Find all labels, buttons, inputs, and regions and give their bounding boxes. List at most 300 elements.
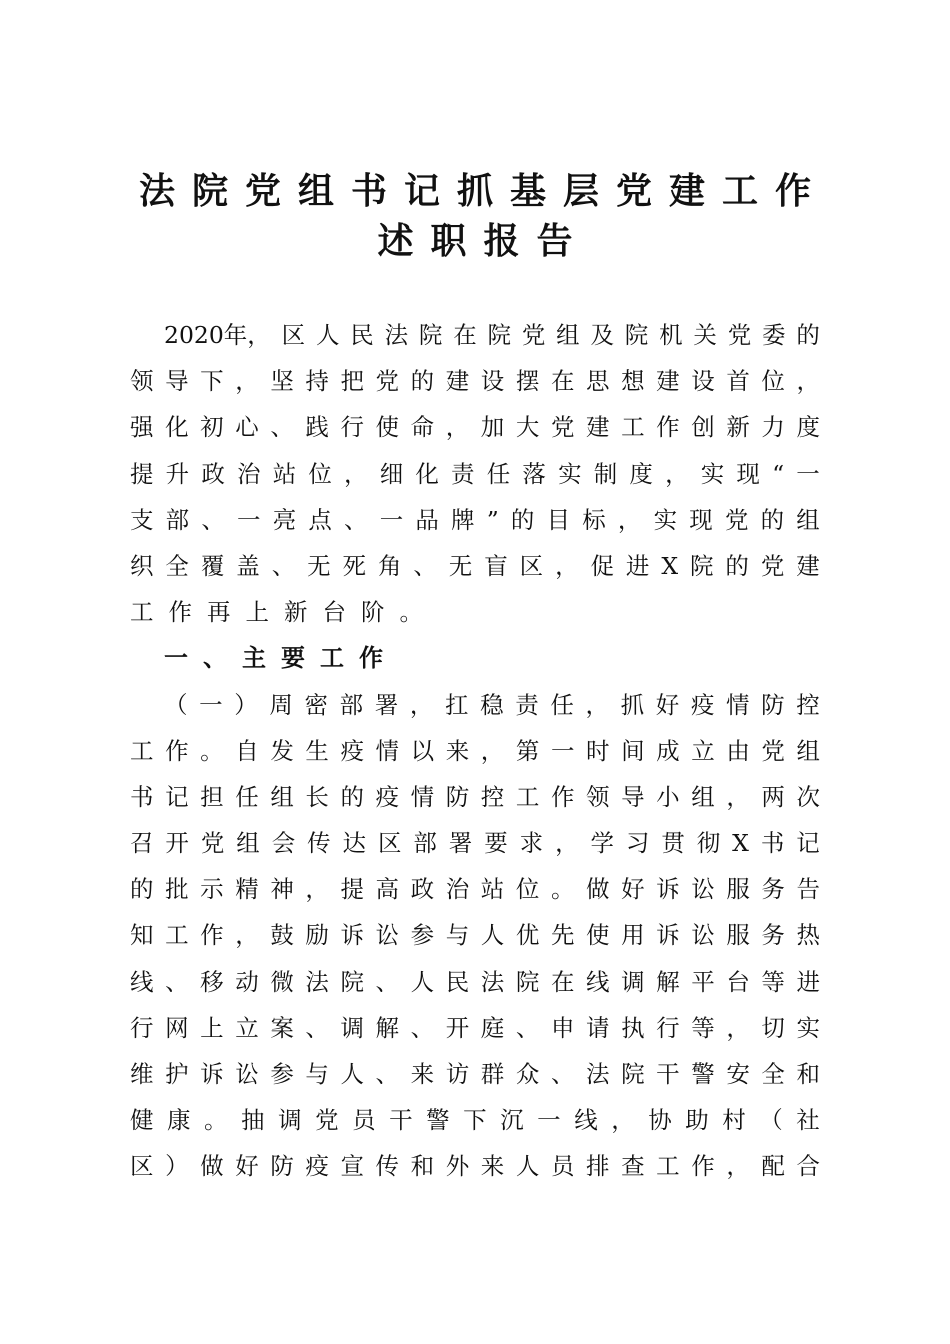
text-token: 促 bbox=[590, 551, 614, 580]
text-token: 实 bbox=[796, 1013, 820, 1042]
text-token: 党 bbox=[375, 367, 400, 396]
text-token: 新 bbox=[726, 413, 750, 442]
text-token: 现 bbox=[736, 459, 760, 488]
text-token: ， bbox=[665, 459, 689, 488]
paragraph-line bbox=[130, 589, 820, 635]
text-token: 申 bbox=[550, 1013, 575, 1042]
text-token: 健 bbox=[130, 1106, 154, 1135]
text-token: 、 bbox=[201, 505, 225, 534]
paragraph-line bbox=[130, 358, 820, 404]
text-token: 提 bbox=[340, 875, 364, 904]
text-token: 党 bbox=[724, 505, 749, 534]
text-token: 学 bbox=[590, 829, 614, 858]
text-token: 民 bbox=[445, 967, 470, 996]
text-token: 防 bbox=[445, 782, 470, 811]
text-token: 和 bbox=[796, 1060, 820, 1088]
text-token: 无 bbox=[307, 551, 331, 580]
text-token: 切 bbox=[761, 1013, 785, 1042]
text-token: 来 bbox=[445, 736, 470, 765]
text-token: 情 bbox=[375, 736, 400, 765]
text-token: ， bbox=[305, 875, 329, 904]
text-token: 一 bbox=[164, 644, 188, 673]
text-token: 部 bbox=[165, 505, 190, 534]
text-token: 配 bbox=[761, 1152, 785, 1181]
text-token: 众 bbox=[515, 1060, 540, 1088]
text-token: 解 bbox=[656, 967, 680, 996]
text-token: 。 bbox=[550, 875, 575, 904]
text-token: 沉 bbox=[500, 1106, 524, 1135]
text-token: 由 bbox=[726, 736, 750, 765]
text-token: 心 bbox=[235, 413, 259, 442]
text-token: ， bbox=[235, 367, 259, 396]
text-token: 大 bbox=[515, 413, 540, 442]
text-token: 用 bbox=[621, 921, 645, 950]
text-token: 度 bbox=[796, 413, 820, 442]
text-token: 与 bbox=[445, 921, 470, 950]
text-token: ， bbox=[585, 690, 609, 719]
text-token: 好 bbox=[235, 1152, 259, 1181]
text-token: ， bbox=[445, 413, 470, 442]
text-token: 任 bbox=[235, 782, 259, 811]
text-token: 参 bbox=[410, 921, 435, 950]
text-token: 部 bbox=[339, 690, 364, 719]
text-token: 现 bbox=[689, 505, 713, 534]
text-token: 支 bbox=[130, 505, 154, 534]
text-token: 组 bbox=[556, 321, 580, 349]
text-token: 线 bbox=[574, 1106, 598, 1135]
text-token: 导 bbox=[621, 782, 645, 811]
text-token: 法 bbox=[305, 967, 329, 996]
text-token: 诉 bbox=[656, 921, 680, 950]
text-token: 主 bbox=[242, 644, 266, 673]
text-token: 台 bbox=[322, 598, 346, 627]
text-token: 制 bbox=[593, 459, 618, 488]
text-token: 疫 bbox=[340, 736, 364, 765]
text-token: 讼 bbox=[691, 921, 715, 950]
text-token: 人 bbox=[410, 967, 435, 996]
text-token: （ bbox=[759, 1106, 783, 1135]
text-token: 合 bbox=[796, 1152, 820, 1181]
text-token: 书 bbox=[130, 782, 154, 811]
text-token: 在 bbox=[550, 367, 575, 396]
text-token: 进 bbox=[796, 967, 820, 996]
text-token: 警 bbox=[426, 1106, 450, 1135]
text-token: 组 bbox=[796, 736, 820, 765]
text-token: 习 bbox=[625, 829, 650, 858]
text-token: 求 bbox=[519, 829, 544, 858]
paragraph-line bbox=[130, 959, 820, 1005]
text-token: 自 bbox=[235, 736, 259, 765]
text-token: 院 bbox=[515, 967, 540, 996]
text-token: （ bbox=[164, 690, 188, 719]
text-token: 人 bbox=[480, 921, 505, 950]
document-title bbox=[130, 166, 828, 266]
text-token: 案 bbox=[270, 1013, 294, 1042]
text-token: 关 bbox=[693, 321, 717, 349]
text-token: 党 bbox=[550, 413, 575, 442]
text-token: 一 bbox=[796, 459, 820, 488]
text-token: 、 bbox=[271, 551, 296, 580]
text-token: 组 bbox=[236, 829, 260, 858]
text-token: 一 bbox=[537, 1106, 561, 1135]
text-token: 控 bbox=[480, 782, 505, 811]
text-token: 组 bbox=[270, 782, 294, 811]
text-token: 高 bbox=[375, 875, 400, 904]
text-token: 小 bbox=[656, 782, 680, 811]
text-token: 进 bbox=[625, 551, 650, 580]
text-token: 、 bbox=[165, 967, 189, 996]
text-token: 调 bbox=[340, 1013, 364, 1042]
text-token: 度 bbox=[629, 459, 653, 488]
text-token: 一 bbox=[379, 505, 404, 534]
text-token: 生 bbox=[305, 736, 329, 765]
text-token: ， bbox=[726, 1013, 750, 1042]
text-token: 领 bbox=[130, 367, 154, 396]
text-token: 使 bbox=[586, 921, 610, 950]
text-token: ， bbox=[235, 921, 259, 950]
text-token: 阶 bbox=[361, 598, 385, 627]
text-token: 第 bbox=[515, 736, 540, 765]
text-token: 务 bbox=[761, 875, 785, 904]
text-token: 点 bbox=[308, 505, 332, 534]
text-token: 的 bbox=[510, 505, 535, 534]
text-token: 开 bbox=[165, 829, 189, 858]
text-token: 诉 bbox=[200, 1060, 224, 1088]
text-token: 化 bbox=[165, 413, 189, 442]
text-token: 提 bbox=[130, 459, 154, 488]
text-token: 作 bbox=[165, 736, 189, 765]
text-token: 长 bbox=[305, 782, 329, 811]
text-token: 工 bbox=[165, 921, 189, 950]
text-token: 、 bbox=[515, 1013, 540, 1042]
text-token: 责 bbox=[515, 690, 539, 719]
text-token: 情 bbox=[410, 782, 435, 811]
text-token: 参 bbox=[270, 1060, 294, 1088]
text-token: 行 bbox=[130, 1013, 154, 1042]
text-token: 线 bbox=[130, 967, 154, 996]
text-token: 把 bbox=[340, 367, 364, 396]
text-token: 两 bbox=[761, 782, 785, 811]
text-token: 区 bbox=[377, 829, 402, 858]
text-token: 防 bbox=[270, 1152, 294, 1181]
text-token: 部 bbox=[413, 829, 437, 858]
text-token: 目 bbox=[546, 505, 571, 534]
text-token: 新 bbox=[284, 598, 308, 627]
text-token: 在 bbox=[453, 321, 477, 349]
text-token: 精 bbox=[235, 875, 259, 904]
text-token: 区 bbox=[281, 321, 306, 349]
text-token: ） bbox=[234, 690, 258, 719]
text-token: 法 bbox=[480, 967, 505, 996]
text-token: 上 bbox=[200, 1013, 224, 1042]
text-token: 群 bbox=[480, 1060, 505, 1088]
text-token: X bbox=[661, 551, 679, 580]
text-token: 使 bbox=[375, 413, 400, 442]
text-token: 工 bbox=[515, 782, 540, 811]
text-token: 工 bbox=[621, 413, 645, 442]
text-token: 诉 bbox=[340, 921, 364, 950]
text-token: 的 bbox=[130, 875, 154, 904]
title-line-2: 述职报告 bbox=[377, 220, 590, 262]
text-token: 记 bbox=[796, 829, 820, 858]
text-token: ， bbox=[611, 1106, 635, 1135]
text-token: 院 bbox=[621, 1060, 645, 1088]
text-token: 在 bbox=[550, 967, 575, 996]
text-token: 疫 bbox=[690, 690, 715, 719]
text-token: 诉 bbox=[656, 875, 680, 904]
text-token: 一 bbox=[199, 690, 223, 719]
text-token: 法 bbox=[586, 1060, 610, 1088]
text-token: 领 bbox=[586, 782, 610, 811]
text-token: 以 bbox=[410, 736, 435, 765]
text-token: 疫 bbox=[375, 782, 400, 811]
text-token: 化 bbox=[415, 459, 439, 488]
text-token: 治 bbox=[445, 875, 470, 904]
text-token: 升 bbox=[165, 459, 190, 488]
text-token: 党 bbox=[727, 321, 752, 349]
text-token: 作 bbox=[691, 1152, 715, 1181]
text-token: 机 bbox=[659, 321, 683, 349]
text-token: 排 bbox=[586, 1152, 610, 1181]
text-token: 全 bbox=[761, 1060, 785, 1088]
text-token: ） bbox=[165, 1152, 189, 1181]
paragraph-line bbox=[130, 1051, 820, 1097]
text-token: 党 bbox=[315, 1106, 339, 1135]
text-token: 区 bbox=[519, 551, 544, 580]
text-token: 来 bbox=[410, 1060, 435, 1088]
text-token: 建 bbox=[656, 367, 680, 396]
text-token: 实 bbox=[653, 505, 678, 534]
text-token: 标 bbox=[582, 505, 606, 534]
text-token: 告 bbox=[796, 875, 820, 904]
text-token: 维 bbox=[130, 1060, 154, 1088]
text-token: ， bbox=[726, 1152, 750, 1181]
text-token: 鼓 bbox=[270, 921, 294, 950]
text-token: 作 bbox=[550, 782, 575, 811]
document-body bbox=[130, 312, 820, 1190]
text-token: 调 bbox=[278, 1106, 302, 1135]
paragraph-line bbox=[130, 1005, 820, 1051]
text-token: 员 bbox=[550, 1152, 575, 1181]
text-token: 下 bbox=[463, 1106, 487, 1135]
text-token: “ bbox=[772, 459, 785, 488]
text-token: 召 bbox=[130, 829, 154, 858]
text-token: 传 bbox=[307, 829, 331, 858]
text-token: 、 bbox=[203, 644, 227, 673]
text-token: 台 bbox=[726, 967, 750, 996]
text-token: 等 bbox=[691, 1013, 715, 1042]
text-token: 讼 bbox=[235, 1060, 259, 1088]
text-token: 持 bbox=[305, 367, 329, 396]
text-token: 站 bbox=[272, 459, 297, 488]
text-token: 坚 bbox=[270, 367, 294, 396]
text-token: 品 bbox=[415, 505, 439, 534]
text-token: 次 bbox=[796, 782, 820, 811]
text-token: 一 bbox=[550, 736, 575, 765]
text-token: 的 bbox=[340, 782, 364, 811]
text-token: 、 bbox=[305, 1013, 329, 1042]
text-token: 查 bbox=[621, 1152, 645, 1181]
text-token: 做 bbox=[586, 875, 610, 904]
text-token: 位 bbox=[761, 367, 785, 396]
text-token: 干 bbox=[656, 1060, 680, 1088]
text-token: 密 bbox=[304, 690, 328, 719]
text-token: 治 bbox=[237, 459, 261, 488]
text-token: 工 bbox=[320, 644, 344, 673]
text-token: ， bbox=[726, 782, 750, 811]
text-token: ” bbox=[486, 505, 499, 534]
text-token: 行 bbox=[340, 413, 364, 442]
text-token: 工 bbox=[656, 1152, 680, 1181]
text-token: 神 bbox=[270, 875, 294, 904]
text-token: 扛 bbox=[445, 690, 469, 719]
text-token: 作 bbox=[656, 413, 680, 442]
text-token: 平 bbox=[691, 967, 715, 996]
text-token: 实 bbox=[700, 459, 725, 488]
text-token: 区 bbox=[130, 1152, 154, 1181]
text-token: 署 bbox=[448, 829, 473, 858]
text-token: 党 bbox=[760, 551, 785, 580]
text-token: 摆 bbox=[515, 367, 540, 396]
text-token: 初 bbox=[200, 413, 224, 442]
text-token: 政 bbox=[410, 875, 435, 904]
text-token: 成 bbox=[656, 736, 680, 765]
text-token: 协 bbox=[648, 1106, 672, 1135]
paragraph-line bbox=[130, 912, 820, 958]
text-token: 助 bbox=[685, 1106, 709, 1135]
text-token: 的 bbox=[760, 505, 785, 534]
text-token: 民 bbox=[350, 321, 374, 349]
text-token: 线 bbox=[586, 967, 610, 996]
text-token: 励 bbox=[305, 921, 329, 950]
text-token: 周 bbox=[269, 690, 293, 719]
text-token: 细 bbox=[379, 459, 404, 488]
text-token: 和 bbox=[410, 1152, 435, 1181]
text-token: 。 bbox=[204, 1106, 228, 1135]
text-token: 的 bbox=[796, 321, 820, 349]
text-token: 记 bbox=[165, 782, 189, 811]
text-token: 微 bbox=[270, 967, 294, 996]
text-token: ， bbox=[555, 551, 579, 580]
text-token: ， bbox=[796, 367, 820, 396]
text-token: 庭 bbox=[480, 1013, 505, 1042]
paragraph-line bbox=[130, 1097, 820, 1143]
text-token: 、 bbox=[375, 1060, 400, 1088]
text-token: 盲 bbox=[484, 551, 508, 580]
text-token: 盖 bbox=[236, 551, 260, 580]
text-token: 署 bbox=[374, 690, 399, 719]
text-token: 实 bbox=[558, 459, 582, 488]
text-token: 建 bbox=[445, 367, 470, 396]
text-token: 康 bbox=[167, 1106, 191, 1135]
text-token: 党 bbox=[761, 736, 785, 765]
text-token: 再 bbox=[207, 598, 231, 627]
text-token: 间 bbox=[621, 736, 645, 765]
text-token: 位 bbox=[515, 875, 540, 904]
text-token: 位 bbox=[308, 459, 332, 488]
text-token: 、 bbox=[344, 505, 368, 534]
text-token: 批 bbox=[165, 875, 189, 904]
text-token: 院 bbox=[689, 551, 714, 580]
text-token: 法 bbox=[384, 321, 409, 349]
text-token: 、 bbox=[270, 413, 294, 442]
text-token: 、 bbox=[413, 551, 437, 580]
text-token: 院 bbox=[487, 321, 511, 349]
text-token: ， bbox=[555, 829, 579, 858]
text-token: 下 bbox=[200, 367, 224, 396]
text-token: 讼 bbox=[691, 875, 715, 904]
text-token: 干 bbox=[389, 1106, 413, 1135]
text-token: 力 bbox=[761, 413, 785, 442]
text-token: 时 bbox=[586, 736, 610, 765]
text-token: ， bbox=[617, 505, 642, 534]
text-token: 建 bbox=[796, 551, 820, 580]
text-token: 亮 bbox=[272, 505, 297, 534]
text-token: 的 bbox=[725, 551, 749, 580]
text-token: 社 bbox=[796, 1106, 820, 1135]
text-token: 的 bbox=[410, 367, 435, 396]
text-token: 、 bbox=[375, 967, 400, 996]
text-token: 等 bbox=[761, 967, 785, 996]
text-token: 牌 bbox=[451, 505, 475, 534]
text-token: 作 bbox=[200, 921, 224, 950]
paragraph-line bbox=[130, 820, 820, 866]
paragraph-line bbox=[130, 497, 820, 543]
text-token: 想 bbox=[621, 367, 645, 396]
text-token: 组 bbox=[796, 505, 820, 534]
text-token: 任 bbox=[550, 690, 574, 719]
text-token: 好 bbox=[621, 875, 645, 904]
text-token: 外 bbox=[445, 1152, 470, 1181]
text-token: 抓 bbox=[620, 690, 645, 719]
text-token: 人 bbox=[515, 1152, 540, 1181]
text-token: 与 bbox=[305, 1060, 329, 1088]
text-token: 院 bbox=[418, 321, 443, 349]
text-token: 上 bbox=[245, 598, 269, 627]
text-token: 彻 bbox=[696, 829, 721, 858]
text-token: 要 bbox=[281, 644, 305, 673]
paragraph-line bbox=[130, 774, 820, 820]
text-token: 调 bbox=[621, 967, 645, 996]
text-token: 行 bbox=[656, 1013, 680, 1042]
text-token: 织 bbox=[130, 551, 154, 580]
text-token: 服 bbox=[726, 921, 750, 950]
text-token: 优 bbox=[515, 921, 540, 950]
text-token: 、 bbox=[410, 1013, 435, 1042]
text-token: 情 bbox=[726, 690, 750, 719]
text-token: 角 bbox=[377, 551, 402, 580]
section-heading bbox=[130, 635, 820, 681]
text-token: 党 bbox=[521, 321, 546, 349]
text-token: 立 bbox=[235, 1013, 259, 1042]
text-token: 覆 bbox=[200, 551, 225, 580]
text-token: 院 bbox=[624, 321, 649, 349]
text-token: 设 bbox=[691, 367, 715, 396]
text-token: 党 bbox=[200, 829, 225, 858]
text-token: 、 bbox=[550, 1060, 575, 1088]
text-token: 知 bbox=[130, 921, 154, 950]
text-token: 人 bbox=[315, 321, 340, 349]
title-line-1: 法院党组书记抓基层党建工作 bbox=[138, 170, 828, 212]
text-token: 设 bbox=[480, 367, 505, 396]
text-token: 执 bbox=[621, 1013, 645, 1042]
text-token: 导 bbox=[165, 367, 189, 396]
text-token: 。 bbox=[200, 736, 224, 765]
text-token: 工 bbox=[130, 598, 154, 627]
text-token: 动 bbox=[235, 967, 259, 996]
text-token: 责 bbox=[451, 459, 475, 488]
text-token: 院 bbox=[340, 967, 364, 996]
